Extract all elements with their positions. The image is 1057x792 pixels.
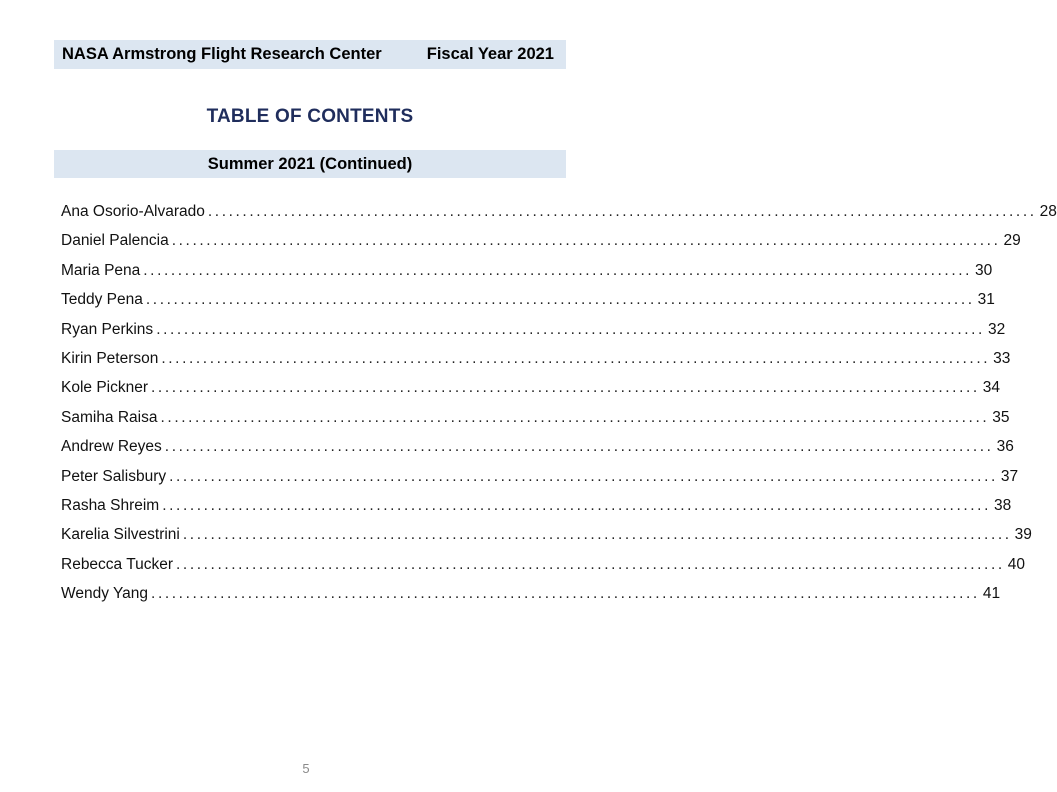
- toc-entry-page: 35: [992, 408, 1010, 426]
- toc-entry-page: 36: [996, 438, 1014, 456]
- toc-entry-name: Teddy Pena: [61, 291, 143, 309]
- toc-entry-name: Kirin Peterson: [61, 349, 159, 367]
- fiscal-year: Fiscal Year 2021: [426, 45, 554, 63]
- toc-entry[interactable]: [61, 496, 1012, 526]
- toc-entry-page: 33: [993, 349, 1011, 367]
- toc-entry-name: Kole Pickner: [61, 379, 149, 397]
- toc-entry[interactable]: [61, 467, 1019, 497]
- toc-title: TABLE OF CONTENTS: [206, 106, 414, 127]
- toc-entry-page: 32: [987, 320, 1006, 338]
- toc-entry[interactable]: [61, 349, 1011, 379]
- toc-entry-page: 37: [1000, 467, 1019, 485]
- toc-entry-name: Samiha Raisa: [61, 408, 158, 426]
- toc-entry[interactable]: [61, 438, 1014, 467]
- toc-entry-page: 31: [977, 291, 995, 309]
- page-number: 5: [302, 761, 310, 776]
- toc-entry-name: Ana Osorio-Alvarado: [61, 203, 205, 220]
- toc-entry-name: Karelia Silvestrini: [61, 526, 180, 544]
- dot-leader: ........................................................................................................................: [161, 349, 991, 367]
- toc-entry-page: 28: [1039, 203, 1057, 220]
- toc-entry[interactable]: [61, 320, 1006, 350]
- dot-leader: ........................................................................................................................: [182, 526, 1012, 544]
- toc-entry-page: 40: [1007, 555, 1026, 573]
- dot-leader: ........................................................................................................................: [160, 408, 990, 426]
- dot-leader: ........................................................................................................................: [207, 203, 1037, 220]
- toc-entry[interactable]: [61, 408, 1010, 438]
- toc-entry[interactable]: [61, 555, 1026, 585]
- toc-entry-page: 39: [1014, 526, 1032, 544]
- dot-leader: ........................................................................................................................: [169, 467, 998, 485]
- toc-entry-name: Wendy Yang: [61, 585, 149, 603]
- organization-name: NASA Armstrong Flight Research Center: [62, 45, 382, 63]
- dot-leader: ........................................................................................................................: [176, 555, 1005, 573]
- toc-entry[interactable]: [61, 379, 1001, 408]
- toc-entry-page: 34: [982, 379, 1001, 397]
- document-header: [54, 40, 566, 69]
- dot-leader: ........................................................................................................................: [151, 585, 980, 603]
- toc-entry-name: Rebecca Tucker: [61, 555, 173, 573]
- toc-list: [61, 203, 1057, 614]
- toc-entry[interactable]: [61, 232, 1021, 261]
- toc-entry-page: 29: [1003, 232, 1021, 250]
- section-heading: [54, 150, 566, 178]
- toc-entry-name: Daniel Palencia: [61, 232, 169, 250]
- dot-leader: ........................................................................................................................: [151, 379, 980, 397]
- toc-entry-name: Andrew Reyes: [61, 438, 162, 456]
- toc-entry[interactable]: [61, 291, 995, 320]
- toc-entry-name: Ryan Perkins: [61, 320, 154, 338]
- toc-entry-name: Rasha Shreim: [61, 496, 160, 514]
- dot-leader: ........................................................................................................................: [156, 320, 985, 338]
- toc-entry[interactable]: [61, 203, 1057, 232]
- toc-entry[interactable]: [61, 261, 993, 291]
- toc-entry[interactable]: [61, 585, 1001, 614]
- dot-leader: ........................................................................................................................: [162, 496, 991, 514]
- toc-entry-name: Maria Pena: [61, 261, 141, 279]
- toc-entry[interactable]: [61, 526, 1032, 555]
- toc-entry-page: 41: [982, 585, 1001, 603]
- toc-entry-page: 30: [975, 261, 993, 279]
- dot-leader: ........................................................................................................................: [143, 261, 973, 279]
- dot-leader: ........................................................................................................................: [145, 291, 975, 309]
- toc-entry-name: Peter Salisbury: [61, 467, 167, 485]
- section-heading-label: Summer 2021 (Continued): [207, 154, 413, 173]
- toc-entry-page: 38: [994, 496, 1012, 514]
- dot-leader: ........................................................................................................................: [164, 438, 994, 456]
- dot-leader: ........................................................................................................................: [171, 232, 1001, 250]
